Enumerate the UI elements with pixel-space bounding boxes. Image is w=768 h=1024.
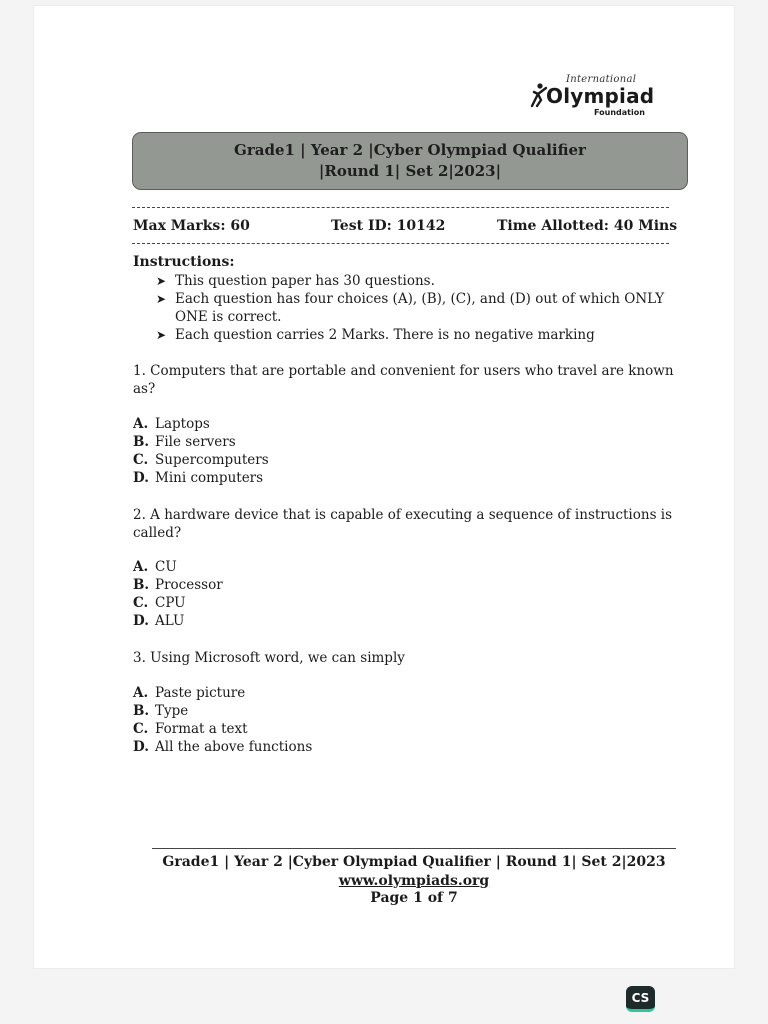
logo-subtitle: Foundation (594, 108, 645, 117)
instruction-item (156, 290, 672, 326)
question-3-options (133, 684, 312, 756)
option-a: A. Paste picture (133, 685, 246, 701)
option-b: B. File servers (133, 434, 236, 450)
divider-top (132, 207, 669, 208)
arrow-bullet-icon: ➤ (156, 328, 167, 342)
badge-label: CS (631, 990, 650, 1005)
option-d: D. Mini computers (133, 470, 264, 486)
torch-runner-icon (528, 82, 548, 108)
page-number: Page 1 of 7 (370, 890, 458, 906)
question-3: 3. Using Microsoft word, we can simply (133, 650, 405, 666)
olympiad-logo (528, 76, 668, 120)
camscanner-icon (626, 986, 655, 1012)
option-a: A. Laptops (133, 416, 210, 432)
instructions-heading: Instructions: (133, 254, 235, 270)
option-c: C. CPU (133, 595, 186, 611)
arrow-bullet-icon: ➤ (156, 274, 167, 288)
footer-divider (152, 848, 676, 849)
option-a: A. CU (133, 559, 177, 575)
instruction-text: Each question has four choices (A), (B), (C), and (D) out of which ONLY ONE is correct. (175, 291, 665, 325)
option-b: B. Type (133, 703, 189, 719)
question-1: 1. Computers that are portable and convenient for users who travel are known as? (133, 363, 674, 397)
footer-title: Grade1 | Year 2 |Cyber Olympiad Qualifier | Round 1| Set 2|2023 (162, 854, 666, 870)
time-allotted: Time Allotted: 40 Mins (497, 218, 678, 234)
instruction-text: This question paper has 30 questions. (175, 273, 435, 289)
arrow-bullet-icon: ➤ (156, 292, 167, 306)
instructions-list (156, 272, 672, 344)
footer-website-link[interactable]: www.olympiads.org (338, 873, 490, 889)
question-1-options (133, 415, 269, 487)
instruction-text: Each question carries 2 Marks. There is no negative marking (175, 327, 595, 343)
exam-title-line-2: |Round 1| Set 2|2023| (318, 162, 502, 180)
logo-tagline: International (566, 74, 637, 85)
option-d: D. ALU (133, 613, 185, 629)
exam-title-box (132, 132, 688, 190)
option-c: C. Supercomputers (133, 452, 269, 468)
test-id: Test ID: 10142 (331, 218, 446, 234)
logo-brand: Olympiad (546, 84, 655, 108)
instruction-item (156, 272, 672, 290)
option-c: C. Format a text (133, 721, 248, 737)
max-marks: Max Marks: 60 (133, 218, 250, 234)
instruction-item (156, 326, 672, 344)
question-2: 2. A hardware device that is capable of executing a sequence of instructions is called? (133, 507, 673, 541)
option-d: D. All the above functions (133, 739, 313, 755)
option-b: B. Processor (133, 577, 223, 593)
exam-title-line-1: Grade1 | Year 2 |Cyber Olympiad Qualifier (234, 141, 586, 159)
question-2-options (133, 558, 223, 630)
divider-bottom (132, 243, 669, 244)
